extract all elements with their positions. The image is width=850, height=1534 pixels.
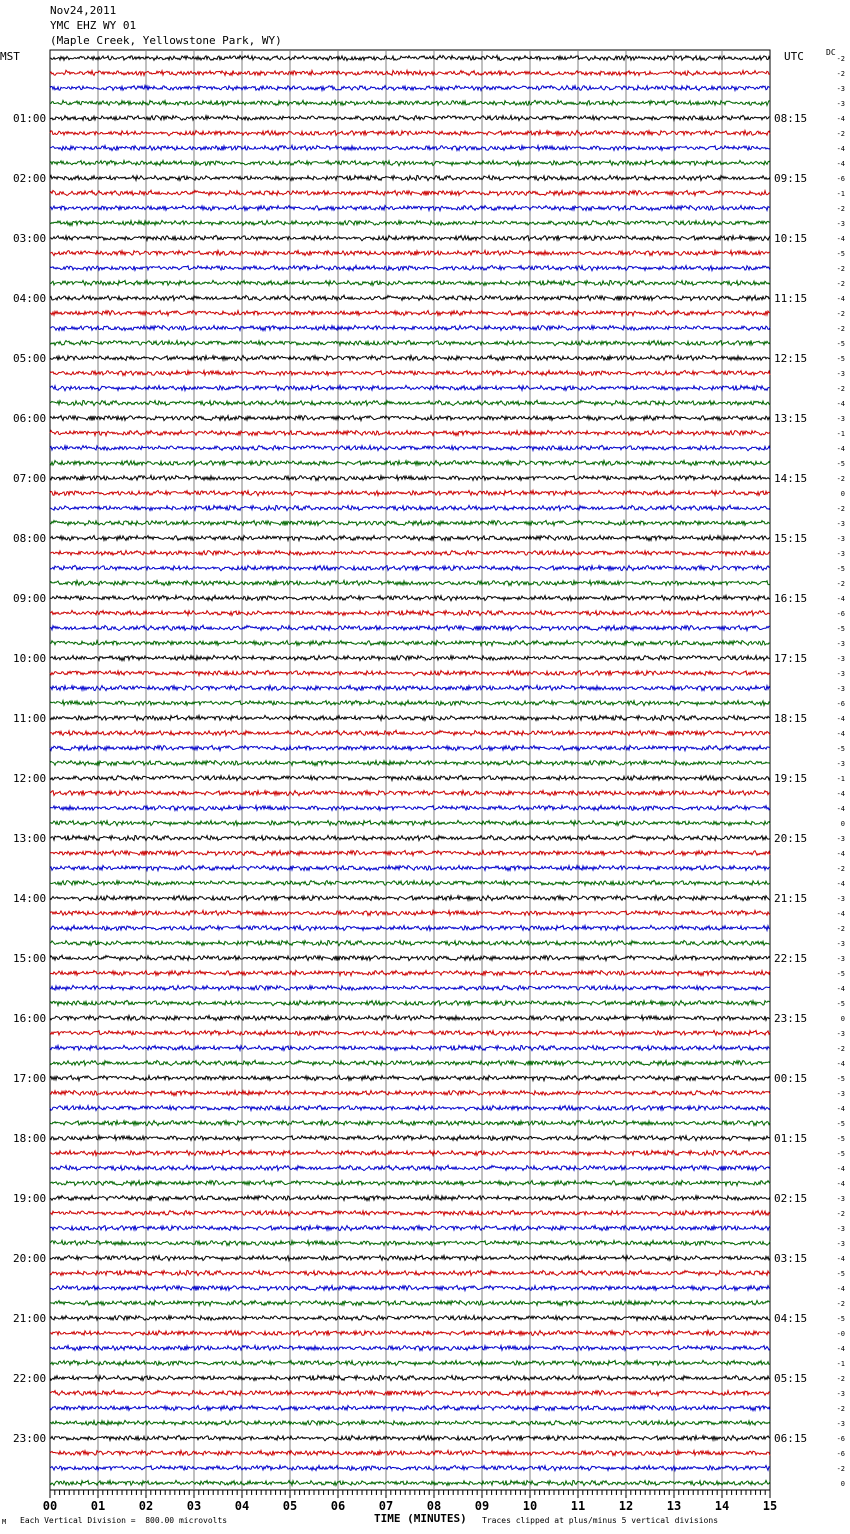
dc-label: DC — [826, 48, 836, 57]
trace-line — [50, 460, 770, 465]
trace-line — [50, 311, 770, 316]
trace-line — [50, 206, 770, 211]
dc-offset-label: 0 — [840, 1480, 845, 1488]
trace-line — [50, 220, 770, 225]
x-tick-label: 04 — [234, 1499, 250, 1513]
left-hour-label: 13:00 — [13, 832, 47, 845]
dc-offset-label: -4 — [836, 985, 845, 993]
trace-line — [50, 641, 770, 646]
dc-offset-label: -2 — [836, 130, 845, 138]
dc-offset-label: -2 — [836, 385, 845, 393]
dc-offset-label: -4 — [836, 235, 845, 243]
left-hour-label: 14:00 — [13, 892, 47, 905]
trace-line — [50, 325, 770, 330]
dc-offset-label: -2 — [836, 265, 845, 273]
dc-offset-label: -3 — [836, 1420, 845, 1428]
dc-offset-label: -3 — [836, 655, 845, 663]
trace-line — [50, 746, 770, 751]
dc-offset-label: -5 — [836, 460, 845, 468]
trace-line — [50, 940, 770, 945]
right-hour-label: 17:15 — [774, 652, 808, 665]
trace-line — [50, 1345, 770, 1350]
left-hour-label: 21:00 — [13, 1312, 47, 1325]
dc-offset-label: -3 — [836, 520, 845, 528]
trace-line — [50, 416, 770, 421]
dc-offset-label: -2 — [836, 580, 845, 588]
left-hour-label: 23:00 — [13, 1432, 47, 1445]
trace-line — [50, 505, 770, 510]
trace-line — [50, 175, 770, 180]
trace-line — [50, 1000, 770, 1005]
dc-offset-label: -3 — [836, 1195, 845, 1203]
trace-line — [50, 985, 770, 990]
trace-line — [50, 730, 770, 735]
dc-offset-label: -3 — [836, 535, 845, 543]
trace-line — [50, 865, 770, 870]
dc-offset-label: -5 — [836, 250, 845, 258]
dc-offset-label: -2 — [836, 325, 845, 333]
x-tick-label: 10 — [522, 1499, 538, 1513]
dc-offset-label: -2 — [836, 865, 845, 873]
trace-line — [50, 235, 770, 240]
right-hour-label: 01:15 — [774, 1132, 808, 1145]
dc-offset-label: -1 — [836, 1360, 845, 1368]
trace-line — [50, 250, 770, 255]
trace-line — [50, 266, 770, 271]
dc-offset-label: -5 — [836, 1120, 845, 1128]
dc-offset-label: -4 — [836, 1345, 845, 1353]
dc-offset-label: -3 — [836, 640, 845, 648]
trace-line — [50, 1015, 770, 1020]
dc-offset-label: -4 — [836, 730, 845, 738]
dc-offset-label: -2 — [836, 1210, 845, 1218]
trace-line — [50, 1435, 770, 1440]
right-hour-label: 10:15 — [774, 232, 808, 245]
dc-offset-label: -5 — [836, 1150, 845, 1158]
trace-line — [50, 910, 770, 915]
trace-line — [50, 625, 770, 630]
dc-offset-label: -5 — [836, 565, 845, 573]
trace-line — [50, 475, 770, 480]
dc-offset-label: 0 — [840, 820, 845, 828]
dc-offset-label: -5 — [836, 1075, 845, 1083]
trace-line — [50, 445, 770, 450]
trace-line — [50, 1420, 770, 1425]
trace-line — [50, 1090, 770, 1095]
trace-line — [50, 1315, 770, 1320]
dc-offset-label: -5 — [836, 745, 845, 753]
trace-line — [50, 955, 770, 960]
trace-line — [50, 551, 770, 556]
x-tick-label: 07 — [378, 1499, 394, 1513]
trace-line — [50, 145, 770, 150]
trace-line — [50, 1076, 770, 1081]
trace-line — [50, 130, 770, 135]
dc-offset-label: -3 — [836, 955, 845, 963]
dc-offset-label: -6 — [836, 1435, 845, 1443]
trace-line — [50, 806, 770, 811]
left-hour-label: 04:00 — [13, 292, 47, 305]
dc-offset-label: -3 — [836, 1390, 845, 1398]
trace-line — [50, 655, 770, 660]
trace-line — [50, 895, 770, 900]
right-hour-label: 14:15 — [774, 472, 808, 485]
dc-offset-label: -2 — [836, 1465, 845, 1473]
dc-offset-label: -3 — [836, 370, 845, 378]
dc-offset-label: -2 — [836, 475, 845, 483]
x-tick-label: 02 — [138, 1499, 154, 1513]
dc-offset-label: -3 — [836, 895, 845, 903]
trace-line — [50, 400, 770, 405]
trace-line — [50, 385, 770, 390]
trace-line — [50, 1286, 770, 1291]
dc-offset-label: -5 — [836, 355, 845, 363]
left-hour-label: 10:00 — [13, 652, 47, 665]
x-tick-label: 09 — [474, 1499, 490, 1513]
dc-offset-label: -2 — [836, 70, 845, 78]
trace-line — [50, 1045, 770, 1050]
left-zone-label: MST — [0, 50, 20, 63]
left-hour-label: 16:00 — [13, 1012, 47, 1025]
header-station: YMC EHZ WY 01 — [50, 19, 137, 32]
dc-offset-label: -4 — [836, 880, 845, 888]
dc-offset-label: -5 — [836, 625, 845, 633]
dc-offset-label: -3 — [836, 220, 845, 228]
right-hour-label: 09:15 — [774, 172, 808, 185]
dc-offset-label: -4 — [836, 400, 845, 408]
trace-line — [50, 1406, 770, 1411]
trace-line — [50, 925, 770, 930]
dc-offset-label: -4 — [836, 1180, 845, 1188]
trace-line — [50, 1136, 770, 1141]
dc-offset-label: -3 — [836, 670, 845, 678]
dc-offset-label: -4 — [836, 1105, 845, 1113]
trace-line — [50, 1375, 770, 1380]
left-hour-label: 17:00 — [13, 1072, 47, 1085]
right-hour-label: 00:15 — [774, 1072, 808, 1085]
trace-line — [50, 160, 770, 165]
trace-line — [50, 880, 770, 885]
dc-offset-label: -4 — [836, 445, 845, 453]
right-hour-label: 08:15 — [774, 112, 808, 125]
right-hour-label: 02:15 — [774, 1192, 808, 1205]
right-hour-label: 22:15 — [774, 952, 808, 965]
trace-line — [50, 790, 770, 795]
x-axis-title: TIME (MINUTES) — [374, 1512, 467, 1525]
trace-line — [50, 1060, 770, 1065]
left-hour-label: 03:00 — [13, 232, 47, 245]
right-hour-label: 15:15 — [774, 532, 808, 545]
trace-line — [50, 535, 770, 540]
dc-offset-label: -4 — [836, 910, 845, 918]
trace-line — [50, 115, 770, 120]
dc-offset-label: -3 — [836, 1030, 845, 1038]
dc-offset-label: -1 — [836, 190, 845, 198]
dc-offset-label: -3 — [836, 685, 845, 693]
trace-line — [50, 295, 770, 300]
dc-offset-label: -2 — [836, 1405, 845, 1413]
x-tick-label: 00 — [42, 1499, 58, 1513]
dc-offset-label: -2 — [836, 1045, 845, 1053]
trace-line — [50, 490, 770, 495]
left-hour-label: 12:00 — [13, 772, 47, 785]
trace-line — [50, 1330, 770, 1335]
dc-offset-label: -4 — [836, 850, 845, 858]
trace-line — [50, 820, 770, 825]
header-date: Nov24,2011 — [50, 4, 117, 17]
trace-line — [50, 190, 770, 195]
right-hour-label: 19:15 — [774, 772, 808, 785]
trace-line — [50, 1240, 770, 1245]
dc-offset-label: -5 — [836, 1270, 845, 1278]
trace-line — [50, 610, 770, 615]
x-tick-label: 05 — [282, 1499, 298, 1513]
trace-line — [50, 596, 770, 601]
dc-offset-label: -4 — [836, 160, 845, 168]
trace-line — [50, 580, 770, 585]
right-hour-label: 04:15 — [774, 1312, 808, 1325]
right-hour-label: 18:15 — [774, 712, 808, 725]
trace-line — [50, 1150, 770, 1155]
trace-line — [50, 1120, 770, 1125]
x-tick-label: 11 — [570, 1499, 586, 1513]
left-hour-label: 15:00 — [13, 952, 47, 965]
trace-line — [50, 430, 770, 435]
trace-line — [50, 1105, 770, 1110]
trace-line — [50, 971, 770, 976]
dc-offset-label: -3 — [836, 940, 845, 948]
dc-offset-label: -5 — [836, 1135, 845, 1143]
right-hour-label: 20:15 — [774, 832, 808, 845]
header-location: (Maple Creek, Yellowstone Park, WY) — [50, 34, 282, 47]
dc-offset-label: -4 — [836, 115, 845, 123]
right-hour-label: 05:15 — [774, 1372, 808, 1385]
trace-line — [50, 1225, 770, 1230]
x-tick-label: 01 — [90, 1499, 106, 1513]
trace-line — [50, 355, 770, 360]
dc-offset-label: -4 — [836, 1060, 845, 1068]
trace-line — [50, 1165, 770, 1170]
dc-offset-label: -2 — [836, 1300, 845, 1308]
corner-mark: M — [2, 1518, 7, 1526]
trace-line — [50, 55, 770, 60]
right-hour-label: 12:15 — [774, 352, 808, 365]
trace-line — [50, 701, 770, 706]
x-tick-label: 08 — [426, 1499, 442, 1513]
dc-offset-label: -3 — [836, 835, 845, 843]
dc-offset-label: -5 — [836, 1000, 845, 1008]
dc-offset-label: -6 — [836, 610, 845, 618]
trace-line — [50, 1181, 770, 1186]
trace-line — [50, 670, 770, 675]
dc-offset-label: 0 — [840, 490, 845, 498]
dc-offset-label: -4 — [836, 1165, 845, 1173]
right-hour-label: 16:15 — [774, 592, 808, 605]
dc-offset-label: -3 — [836, 85, 845, 93]
trace-line — [50, 521, 770, 526]
dc-offset-label: -4 — [836, 595, 845, 603]
x-tick-label: 13 — [666, 1499, 682, 1513]
dc-offset-label: -2 — [836, 925, 845, 933]
trace-line — [50, 1480, 770, 1485]
left-hour-label: 06:00 — [13, 412, 47, 425]
trace-line — [50, 565, 770, 570]
dc-offset-label: -5 — [836, 340, 845, 348]
dc-offset-label: -4 — [836, 1255, 845, 1263]
trace-line — [50, 1255, 770, 1260]
scale-note: Each Vertical Division = 800.00 microvolts — [20, 1516, 228, 1525]
right-hour-label: 06:15 — [774, 1432, 808, 1445]
trace-line — [50, 1390, 770, 1395]
left-hour-label: 11:00 — [13, 712, 47, 725]
left-hour-label: 22:00 — [13, 1372, 47, 1385]
trace-line — [50, 1360, 770, 1365]
trace-line — [50, 760, 770, 765]
dc-offset-label: -6 — [836, 700, 845, 708]
trace-line — [50, 1300, 770, 1305]
dc-offset-label: -2 — [836, 55, 845, 63]
trace-line — [50, 1210, 770, 1215]
dc-offset-label: -6 — [836, 175, 845, 183]
dc-offset-label: -5 — [836, 970, 845, 978]
x-tick-label: 03 — [186, 1499, 202, 1513]
trace-line — [50, 775, 770, 780]
trace-line — [50, 715, 770, 720]
dc-offset-label: -2 — [836, 1375, 845, 1383]
right-hour-label: 13:15 — [774, 412, 808, 425]
left-hour-label: 19:00 — [13, 1192, 47, 1205]
dc-offset-label: -2 — [836, 505, 845, 513]
x-tick-label: 06 — [330, 1499, 346, 1513]
dc-offset-label: 0 — [840, 1015, 845, 1023]
left-hour-label: 08:00 — [13, 532, 47, 545]
dc-offset-label: -4 — [836, 145, 845, 153]
trace-line — [50, 86, 770, 91]
right-zone-label: UTC — [784, 50, 804, 63]
dc-offset-label: -1 — [836, 775, 845, 783]
x-tick-label: 14 — [714, 1499, 730, 1513]
dc-offset-label: -3 — [836, 415, 845, 423]
trace-line — [50, 371, 770, 376]
x-tick-label: 15 — [762, 1499, 778, 1513]
left-hour-label: 07:00 — [13, 472, 47, 485]
dc-offset-label: -3 — [836, 1225, 845, 1233]
trace-line — [50, 340, 770, 345]
dc-offset-label: -4 — [836, 715, 845, 723]
left-hour-label: 20:00 — [13, 1252, 47, 1265]
right-hour-label: 21:15 — [774, 892, 808, 905]
right-hour-label: 23:15 — [774, 1012, 808, 1025]
dc-offset-label: -4 — [836, 805, 845, 813]
dc-offset-label: -3 — [836, 1240, 845, 1248]
left-hour-label: 02:00 — [13, 172, 47, 185]
left-hour-label: 01:00 — [13, 112, 47, 125]
dc-offset-label: -2 — [836, 205, 845, 213]
clip-note: Traces clipped at plus/minus 5 vertical divisions — [482, 1516, 719, 1525]
left-hour-label: 09:00 — [13, 592, 47, 605]
trace-line — [50, 1450, 770, 1455]
trace-line — [50, 1195, 770, 1200]
right-hour-label: 03:15 — [774, 1252, 808, 1265]
trace-line — [50, 685, 770, 690]
trace-line — [50, 1466, 770, 1471]
trace-line — [50, 100, 770, 105]
trace-line — [50, 1031, 770, 1036]
dc-offset-label: -2 — [836, 280, 845, 288]
dc-offset-label: -1 — [836, 430, 845, 438]
trace-line — [50, 70, 770, 75]
trace-line — [50, 851, 770, 856]
left-hour-label: 18:00 — [13, 1132, 47, 1145]
dc-offset-label: -4 — [836, 295, 845, 303]
dc-offset-label: -5 — [836, 1315, 845, 1323]
left-hour-label: 05:00 — [13, 352, 47, 365]
dc-offset-label: -6 — [836, 1450, 845, 1458]
dc-offset-label: -3 — [836, 100, 845, 108]
trace-line — [50, 1270, 770, 1275]
trace-line — [50, 835, 770, 840]
x-tick-label: 12 — [618, 1499, 634, 1513]
dc-offset-label: -4 — [836, 790, 845, 798]
dc-offset-label: -4 — [836, 1285, 845, 1293]
dc-offset-label: -0 — [836, 1330, 845, 1338]
trace-line — [50, 280, 770, 285]
right-hour-label: 11:15 — [774, 292, 808, 305]
dc-offset-label: -3 — [836, 1090, 845, 1098]
dc-offset-label: -2 — [836, 310, 845, 318]
dc-offset-label: -3 — [836, 550, 845, 558]
dc-offset-label: -3 — [836, 760, 845, 768]
